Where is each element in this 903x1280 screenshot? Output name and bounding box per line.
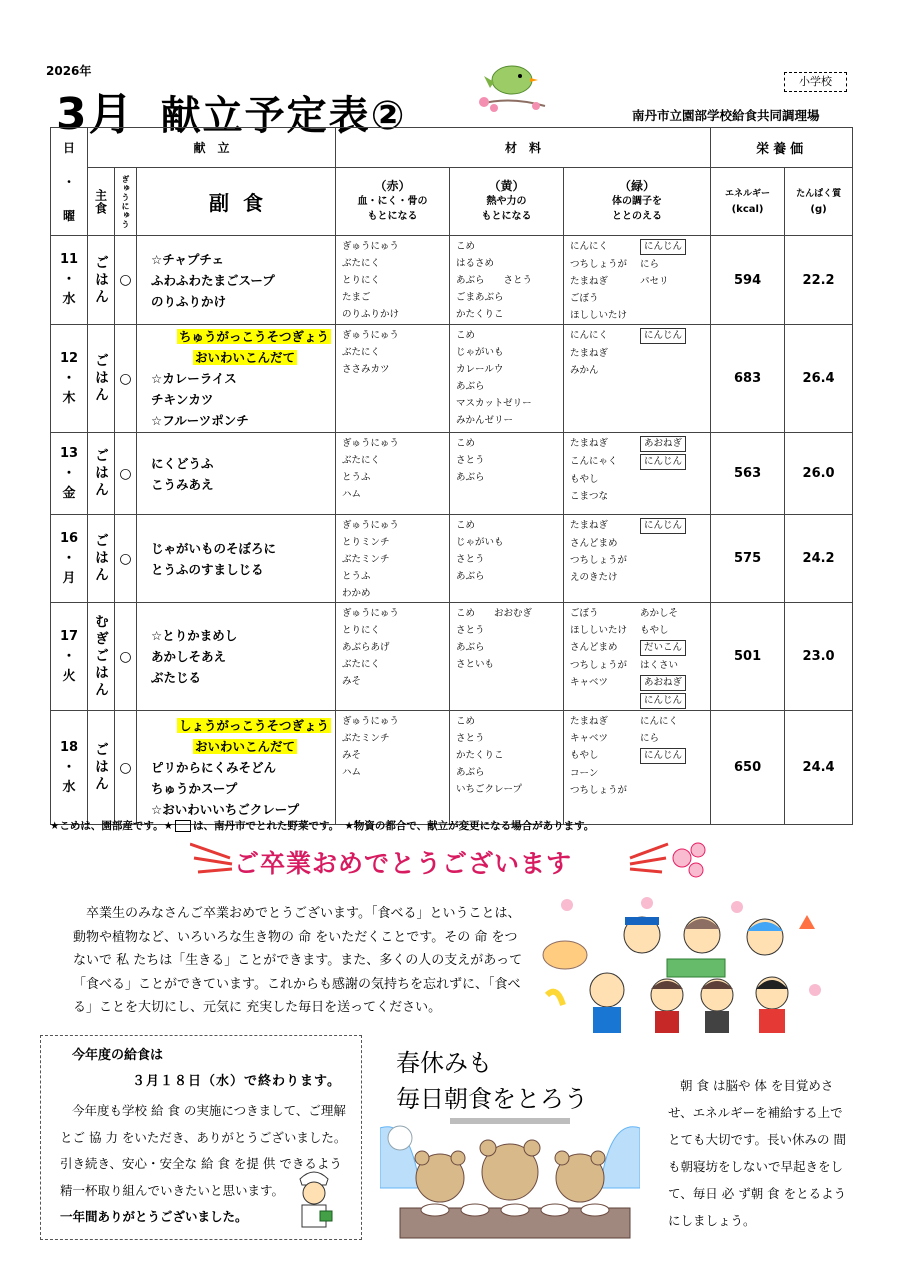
ingredient-item: ぶたにく [342,347,381,358]
ingredient-item: マスカットゼリー [456,398,532,409]
ingredient-item: えのきたけ [570,572,618,583]
ingredient-item [640,307,710,324]
yellow-ingredients-cell [450,515,564,603]
bears-illustration [380,1118,640,1243]
day-header: 日 ・ 曜 [51,128,88,236]
dish-item: あかしそあえ [151,649,227,664]
green-ingredients-cell [564,325,711,433]
green-header: （緑） 体の調子を ととのえる [564,168,711,236]
protein-cell: 26.4 [785,325,853,433]
day-cell: 17 ・ 火 [51,603,88,711]
ingredient-item: かたくりこ [456,309,504,320]
dishes-cell [137,603,336,711]
ingredient-item: はるさめ [456,258,495,269]
protein-cell: 24.2 [785,515,853,603]
ingredient-item: はくさい [640,660,679,671]
ingredient-item: こめ [456,716,476,727]
ingredient-item: カレールウ [456,364,504,375]
highlight-label: ちゅうがっこうそつぎょう [179,329,330,344]
ingredient-item: とりミンチ [342,537,390,548]
ingredient-item [640,765,710,782]
day-cell: 12 ・ 木 [51,325,88,433]
ingredient-item: ぶたミンチ [342,554,390,565]
day-cell: 13 ・ 金 [51,433,88,515]
ingredient-item [640,782,710,799]
energy-cell: 563 [711,433,785,515]
red-header: （赤） 血・にく・骨の もとになる [336,168,450,236]
ingredient-item: みそ [342,750,362,761]
red-ingredients-cell [336,711,450,825]
dish-item: こうみあえ [151,476,214,492]
table-row [51,325,853,433]
lunch-notice-title: 今年度の給食は [72,1048,164,1063]
ingredient-item: ささみカツ [342,364,390,375]
dish-item: ☆フルーツポンチ [151,413,249,428]
ingredient-item: いちごクレープ [456,784,523,795]
dish-item: ☆とりかまめし [151,628,238,643]
ingredient-item [640,488,710,505]
ingredient-item: さとう [456,554,485,565]
ingredient-item: あぶら [456,472,485,483]
dish-item: とうふのすましじる [151,561,264,577]
milk-cell: ○ [115,711,137,825]
milk-cell: ○ [115,603,137,711]
ingredient-item [640,471,710,488]
ingredient-item: あぶら [456,381,485,392]
ingredient-item: ぎゅうにゅう [342,608,399,619]
ingredient-item: さとう [456,455,485,466]
ingredient-item: ぶたにく [342,455,381,466]
ingredient-item: こめ [456,438,476,449]
dish-item: にくどうふ [151,455,214,471]
ingredient-item: みそ [342,676,362,687]
green-ingredients-cell [564,515,711,603]
ingredient-item: にんじん [640,518,686,534]
highlight-label: しょうがっこうそつぎょう [179,718,330,733]
ingredient-item: もやし [570,474,599,485]
staple-cell: ごはん [88,236,115,325]
ingredient-item: つちしょうが [570,785,628,796]
dish-item: ☆カレーライス [151,371,237,386]
ingredient-item: さとう [456,625,485,636]
ingredient-item: わかめ [342,588,371,599]
ingredient-item [570,692,640,710]
ingredient-item: とうふ [342,472,371,483]
dish-item: ぶたじる [151,670,202,685]
staple-header: 主食 [88,168,115,236]
ingredient-item: あおねぎ [640,675,686,691]
ingredient-item: こめ [456,520,476,531]
ingredient-item: たまねぎ [570,520,609,531]
red-ingredients-cell [336,325,450,433]
dish-item: ピリからにくみそどん [151,760,277,775]
ingredient-item: さとう [456,733,485,744]
ingredient-item: さといも [456,659,495,670]
table-row [51,236,853,325]
ingredient-item: もやし [640,625,669,636]
ingredient-item: ぎゅうにゅう [342,716,399,727]
ingredient-item [640,362,710,379]
table-row [51,433,853,515]
ingredient-item: とりにく [342,275,381,286]
menu-header: 献 立 [88,128,336,168]
ingredient-item: ほししいたけ [570,310,628,321]
ingredient-item: コーン [570,768,599,779]
nutrition-header: 栄養価 [711,128,853,168]
ingredient-item: ハム [342,767,362,778]
ingredient-item: みかんゼリー [456,415,514,426]
graduation-paragraph: 卒業生のみなさんご卒業おめでとうございます。「食べる」ということは、動物や植物など、いろいろな生き物の 命 をいただくことです。その 命 をつないで 私 たちは「生きる」ことができます。また、多くの人の支えがあって「食べる」ことができています。これからも感謝の気持ちを忘れずに、「食べる」ことを大切にし、元気に 充実した毎日を送ってください。 [73,906,523,1015]
energy-cell: 650 [711,711,785,825]
dishes-cell [137,325,336,433]
ingredients-header: 材 料 [336,128,711,168]
lunch-notice-closing: 一年間ありがとうございました。 [60,1209,248,1224]
ingredient-item: ぎゅうにゅう [342,241,399,252]
ingredient-item: とうふ [342,571,371,582]
school-type-label: 小学校 [784,72,847,92]
title-text: 献立予定表② [160,93,407,139]
ingredient-item: つちしょうが [570,259,628,270]
day-cell: 16 ・ 月 [51,515,88,603]
lunch-end-date: ３月１８日（水）で終わります。 [132,1074,341,1089]
ingredient-item: ごぼう [570,608,599,619]
footnote: ★こめは、園部産です。★ は、南丹市でとれた野菜です。 ★物資の都合で、献立が変更になる場合があります。 [50,820,595,832]
ingredient-item: さんどまめ [570,538,618,549]
ingredient-item: たまねぎ [570,276,609,287]
table-row [51,603,853,711]
lunch-notice-body: 今年度も学校 給 食 の実施につきまして、ご理解とご 協 力 をいただき、ありがとうございました。引き続き、安心・安全な 給 食 を提 供 できるよう精一杯取り組んでいきたいと思います。 一年間ありがとうございました。 [60,1103,347,1224]
dishes-cell [137,711,336,825]
side-header: 副食 [137,168,336,236]
ingredient-item [640,552,710,569]
ingredient-item: にら [640,259,660,270]
ingredient-item: にら [640,733,660,744]
ingredient-item: こめ おおむぎ [456,608,533,619]
dishes-cell [137,236,336,325]
highlight-label: おいわいこんだて [195,739,296,754]
breakfast-paragraph: 朝 食 は脳や 体 を目覚めさせ、エネルギーを補給する上でとても大切です。長い休みの 間 も朝寝坊をしないで早起きをして、毎日 必 ず朝 食 をとるようにしましょう。 [668,1078,847,1228]
dish-item: チキンカツ [151,392,214,407]
yellow-ingredients-cell [450,603,564,711]
ingredient-item: ごぼう [570,293,599,304]
yellow-ingredients-cell [450,236,564,325]
ingredient-item: つちしょうが [570,555,628,566]
staple-cell: ごはん [88,433,115,515]
ingredient-item: ぎゅうにゅう [342,438,399,449]
chef-illustration [290,1165,338,1231]
ingredient-item: にんじん [640,693,686,709]
yellow-ingredients-cell [450,325,564,433]
ingredient-item: あぶら [456,571,485,582]
ingredient-item: じゃがいも [456,537,504,548]
red-ingredients-cell [336,515,450,603]
ingredient-item: にんにく [570,330,609,341]
staple-cell: むぎごはん [88,603,115,711]
ingredient-item: にんじん [640,239,686,255]
milk-cell: ○ [115,325,137,433]
ingredient-item: パセリ [640,276,669,287]
table-row [51,711,853,825]
menu-table [50,127,853,825]
energy-cell: 683 [711,325,785,433]
ingredient-item [640,290,710,307]
ingredient-item: あぶら [456,767,485,778]
ingredient-item: のりふりかけ [342,309,400,320]
kitchen-name: 南丹市立園部学校給食共同調理場 [632,108,820,123]
bird-icon [470,56,550,116]
day-cell: 11 ・ 水 [51,236,88,325]
protein-cell: 24.4 [785,711,853,825]
ingredient-item: ごまあぶら [456,292,504,303]
dishes-cell [137,433,336,515]
ingredient-item: もやし [570,750,599,761]
ingredient-item: たまねぎ [570,348,609,359]
ingredient-item: キャベツ [570,677,609,688]
energy-cell: 594 [711,236,785,325]
protein-header: たんぱく質 (g) [785,168,853,236]
ingredient-item: こめ [456,330,476,341]
ingredient-item: ぶたにく [342,659,381,670]
ingredient-item: にんにく [640,716,679,727]
ingredient-item: だいこん [640,640,686,656]
dish-item: ちゅうかスープ [151,781,238,796]
ingredient-item: にんじん [640,748,686,764]
yellow-ingredients-cell [450,433,564,515]
milk-header: ぎゅうにゅう [115,168,137,236]
dishes-cell [137,515,336,603]
spring-title: 春休みも 毎日朝食をとろう [396,1049,588,1113]
ingredient-item: こまつな [570,491,609,502]
red-ingredients-cell [336,433,450,515]
staple-cell: ごはん [88,515,115,603]
dish-item: ☆おいわいいちごクレープ [151,802,300,817]
graduation-banner: ご卒業おめでとうございます [234,849,573,878]
dish-item: ふわふわたまごスープ [151,272,275,288]
protein-cell: 23.0 [785,603,853,711]
ingredient-item: じゃがいも [456,347,504,358]
ingredient-item: さんどまめ [570,642,618,653]
ingredient-item: にんにく [570,241,609,252]
ingredient-item: とりにく [342,625,381,636]
energy-header: エネルギー (kcal) [711,168,785,236]
ingredient-item: ぶたミンチ [342,733,390,744]
ingredient-item: たまご [342,292,371,303]
ingredient-item: にんじん [640,454,686,470]
table-row [51,515,853,603]
ingredient-item: あぶら さとう [456,275,533,286]
local-vegetable-box-icon [175,820,191,832]
milk-cell: ○ [115,515,137,603]
protein-cell: 26.0 [785,433,853,515]
ingredient-item [640,345,710,362]
dish-item: ☆チャプチェ [151,251,224,267]
ingredient-item: あおねぎ [640,436,686,452]
year-label: 2026年 [46,64,92,78]
dish-item: じゃがいものそぼろに [151,540,277,556]
protein-cell: 22.2 [785,236,853,325]
green-ingredients-cell [564,433,711,515]
ingredient-item: たまねぎ [570,716,609,727]
energy-cell: 575 [711,515,785,603]
yellow-ingredients-cell [450,711,564,825]
ingredient-item: こんにゃく [570,456,618,467]
month-label: 3月 [56,89,135,140]
green-ingredients-cell [564,711,711,825]
ingredient-item: あぶら [456,642,485,653]
staple-cell: ごはん [88,325,115,433]
ingredient-item: ぎゅうにゅう [342,520,399,531]
ingredient-item: ぎゅうにゅう [342,330,399,341]
yellow-header: （黄） 熱や力の もとになる [450,168,564,236]
ingredient-item: ぶたにく [342,258,381,269]
ingredient-item: あぶらあげ [342,642,390,653]
ingredient-item: こめ [456,241,476,252]
ingredient-item: キャベツ [570,733,609,744]
highlight-label: おいわいこんだて [195,350,296,365]
day-cell: 18 ・ 水 [51,711,88,825]
green-ingredients-cell [564,603,711,711]
red-ingredients-cell [336,236,450,325]
milk-cell: ○ [115,433,137,515]
staple-cell: ごはん [88,711,115,825]
milk-cell: ○ [115,236,137,325]
ingredient-item: ハム [342,489,362,500]
ingredient-item: ほししいたけ [570,625,628,636]
ingredient-item: にんじん [640,328,686,344]
ingredient-item: かたくりこ [456,750,504,761]
ingredient-item: みかん [570,365,599,376]
ingredient-item [640,535,710,552]
ingredient-item: つちしょうが [570,660,628,671]
energy-cell: 501 [711,603,785,711]
staff-illustration [537,895,837,1035]
red-ingredients-cell [336,603,450,711]
dish-item: のりふりかけ [151,293,227,309]
green-ingredients-cell [564,236,711,325]
ingredient-item: たまねぎ [570,438,609,449]
ingredient-item [640,569,710,586]
ingredient-item: あかしそ [640,608,679,619]
